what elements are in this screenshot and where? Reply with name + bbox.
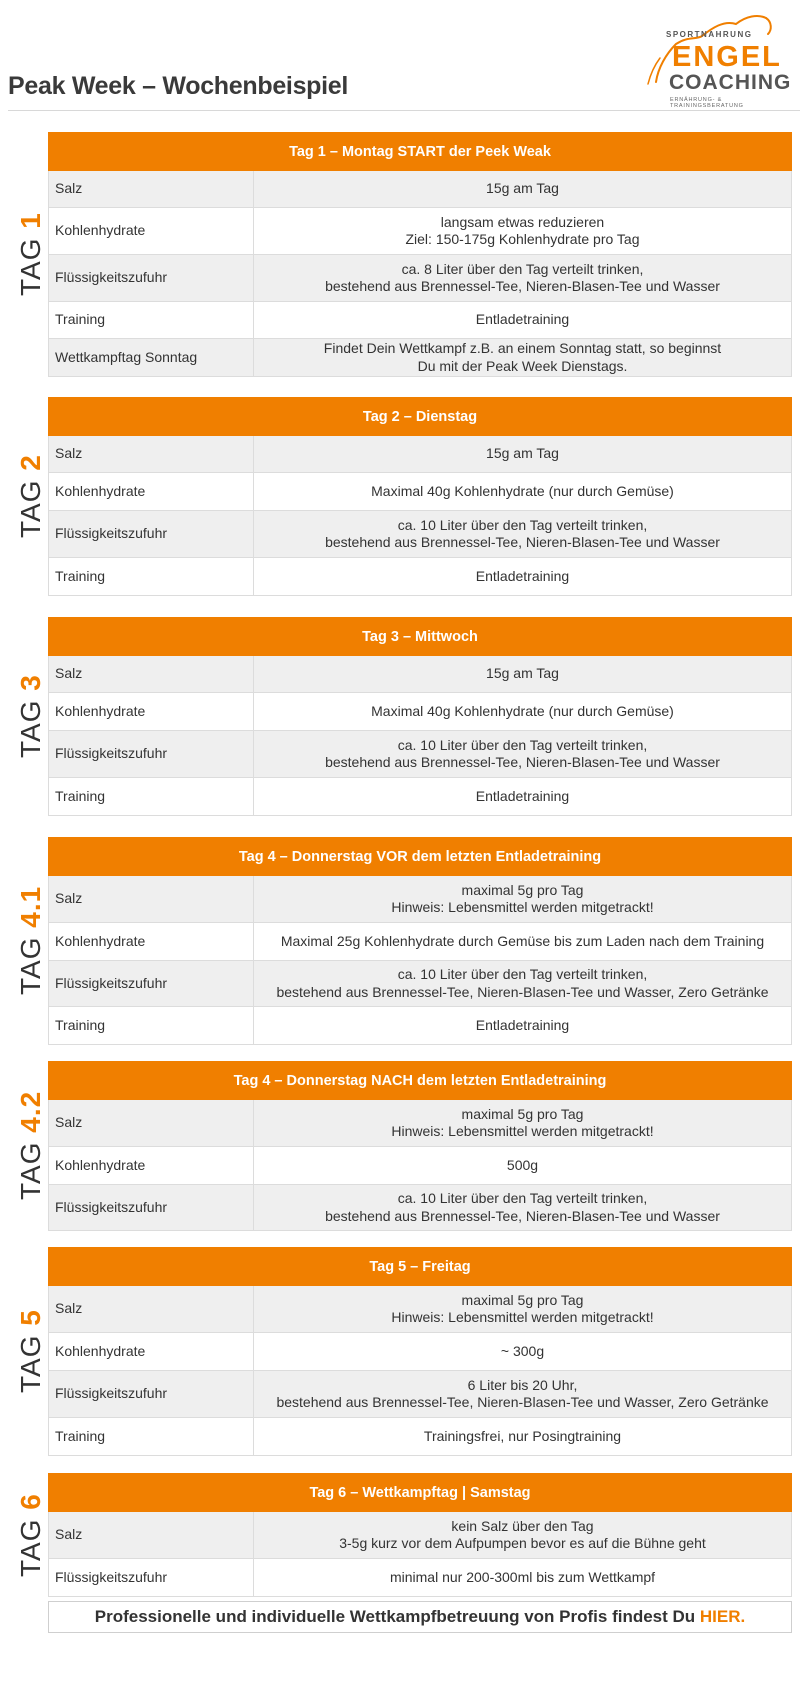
day-section bbox=[0, 1247, 800, 1455]
row-label: Flüssigkeitszufuhr bbox=[49, 511, 254, 558]
row-value-line: Ziel: 150-175g Kohlenhydrate pro Tag bbox=[405, 231, 640, 247]
row-label: Kohlenhydrate bbox=[49, 208, 254, 255]
row-label: Kohlenhydrate bbox=[49, 1147, 254, 1185]
row-value-line: bestehend aus Brennessel-Tee, Nieren-Blasen-Tee und Wasser bbox=[325, 534, 720, 550]
day-section bbox=[0, 1473, 800, 1596]
day-title: Tag 5 – Freitag bbox=[49, 1248, 792, 1286]
table-row bbox=[49, 208, 792, 255]
row-label: Training bbox=[49, 1007, 254, 1045]
row-value-line: 3-5g kurz vor dem Aufpumpen bevor es auf die Bühne geht bbox=[339, 1535, 706, 1551]
row-value bbox=[254, 778, 792, 816]
row-value bbox=[254, 731, 792, 778]
row-value-line: ca. 10 Liter über den Tag verteilt trinken, bbox=[397, 516, 648, 533]
row-value bbox=[254, 1371, 792, 1418]
row-value bbox=[254, 1512, 792, 1559]
day-side-label-text bbox=[16, 674, 46, 758]
day-side-label-text bbox=[16, 1493, 46, 1577]
day-title: Tag 2 – Dienstag bbox=[49, 398, 792, 436]
row-value-line: langsam etwas reduzieren bbox=[440, 213, 605, 230]
row-value-line: Entladetraining bbox=[475, 567, 570, 584]
day-side-prefix: TAG bbox=[15, 479, 46, 538]
row-value-line: 15g am Tag bbox=[486, 445, 559, 462]
logo-top-text: SPORTNAHRUNG bbox=[666, 30, 753, 39]
row-value-line: maximal 5g pro Tag bbox=[461, 1291, 584, 1308]
day-side-label bbox=[0, 1061, 48, 1230]
day-side-label-text bbox=[16, 886, 46, 995]
row-value bbox=[254, 1007, 792, 1045]
day-side-number: 6 bbox=[15, 1492, 46, 1510]
day-title: Tag 1 – Montag START der Peek Weak bbox=[49, 133, 792, 171]
row-value-line: Du mit der Peak Week Dienstags. bbox=[417, 357, 628, 374]
row-label: Kohlenhydrate bbox=[49, 1333, 254, 1371]
row-value bbox=[254, 961, 792, 1007]
row-label: Flüssigkeitszufuhr bbox=[49, 255, 254, 302]
day-side-number: 1 bbox=[15, 212, 46, 229]
table-row bbox=[49, 171, 792, 208]
day-side-prefix: TAG bbox=[15, 237, 46, 296]
table-row bbox=[49, 302, 792, 339]
table-row bbox=[49, 1185, 792, 1231]
table-row bbox=[49, 1333, 792, 1371]
day-side-label bbox=[0, 1247, 48, 1455]
logo-word-engel: ENGEL bbox=[672, 41, 782, 73]
row-label: Kohlenhydrate bbox=[49, 693, 254, 731]
row-value-line: kein Salz über den Tag bbox=[451, 1517, 594, 1534]
row-value-line: ~ 300g bbox=[500, 1342, 545, 1359]
row-value-line: minimal nur 200-300ml bis zum Wettkampf bbox=[389, 1568, 656, 1585]
day-section bbox=[0, 397, 800, 595]
row-value-line: 6 Liter bis 20 Uhr, bbox=[467, 1376, 578, 1393]
day-side-prefix: TAG bbox=[15, 936, 46, 995]
row-value-line: Findet Dein Wettkampf z.B. an einem Sonntag statt, so beginnst bbox=[323, 340, 722, 356]
row-label: Salz bbox=[49, 876, 254, 923]
page-title: Peak Week – Wochenbeispiel bbox=[8, 72, 349, 100]
row-label: Training bbox=[49, 1418, 254, 1456]
table-row bbox=[49, 1418, 792, 1456]
row-value-line: Trainingsfrei, nur Posingtraining bbox=[423, 1427, 622, 1444]
table-row bbox=[49, 656, 792, 693]
day-title: Tag 3 – Mittwoch bbox=[49, 618, 792, 656]
footer-link[interactable]: HIER. bbox=[699, 1607, 746, 1626]
row-value bbox=[254, 1559, 792, 1597]
row-value bbox=[254, 171, 792, 208]
day-side-prefix: TAG bbox=[15, 1141, 46, 1200]
engel-coaching-logo[interactable] bbox=[636, 6, 796, 108]
row-value bbox=[254, 1100, 792, 1147]
row-value-line: maximal 5g pro Tag bbox=[461, 1105, 584, 1122]
row-value-line: bestehend aus Brennessel-Tee, Nieren-Blasen-Tee und Wasser, Zero Getränke bbox=[276, 983, 769, 1000]
header-divider bbox=[8, 110, 800, 111]
table-row bbox=[49, 255, 792, 302]
row-value-line: Entladetraining bbox=[475, 311, 570, 328]
row-value bbox=[254, 1333, 792, 1371]
row-value bbox=[254, 208, 792, 255]
row-value bbox=[254, 1185, 792, 1231]
row-label: Salz bbox=[49, 1100, 254, 1147]
day-table bbox=[48, 1061, 792, 1231]
table-row bbox=[49, 693, 792, 731]
day-side-number: 4.1 bbox=[15, 885, 46, 928]
day-side-number: 2 bbox=[15, 454, 46, 471]
row-label: Flüssigkeitszufuhr bbox=[49, 1371, 254, 1418]
table-row bbox=[49, 1559, 792, 1597]
row-value bbox=[254, 558, 792, 596]
row-value-line: Maximal 40g Kohlenhydrate (nur durch Gemüse) bbox=[371, 482, 674, 499]
row-value-line: bestehend aus Brennessel-Tee, Nieren-Blasen-Tee und Wasser bbox=[325, 754, 720, 770]
row-label: Kohlenhydrate bbox=[49, 473, 254, 511]
row-label: Training bbox=[49, 778, 254, 816]
day-side-label bbox=[0, 132, 48, 376]
table-row bbox=[49, 778, 792, 816]
row-value bbox=[254, 473, 792, 511]
day-side-label bbox=[0, 837, 48, 1044]
day-table bbox=[48, 837, 792, 1045]
row-value-line: Entladetraining bbox=[475, 1016, 570, 1033]
day-table bbox=[48, 617, 792, 816]
row-label: Salz bbox=[49, 656, 254, 693]
table-row bbox=[49, 923, 792, 961]
day-side-number: 4.2 bbox=[15, 1090, 46, 1133]
row-label: Wettkampftag Sonntag bbox=[49, 339, 254, 377]
day-side-label-text bbox=[16, 212, 46, 296]
row-label: Salz bbox=[49, 1286, 254, 1333]
row-value bbox=[254, 1286, 792, 1333]
day-side-label bbox=[0, 617, 48, 815]
row-value-line: Hinweis: Lebensmittel werden mitgetrackt! bbox=[391, 1309, 654, 1325]
table-row bbox=[49, 1286, 792, 1333]
row-value bbox=[254, 656, 792, 693]
day-section bbox=[0, 1061, 800, 1230]
day-side-number: 3 bbox=[15, 674, 46, 691]
logo-subline: ERNÄHRUNG- & TRAININGSBERATUNG bbox=[670, 97, 744, 109]
day-side-number: 5 bbox=[15, 1309, 46, 1326]
row-value-line: 15g am Tag bbox=[486, 665, 559, 682]
row-value-line: 15g am Tag bbox=[486, 180, 559, 197]
row-value-line: ca. 10 Liter über den Tag verteilt trinken, bbox=[397, 966, 648, 982]
row-value-line: Hinweis: Lebensmittel werden mitgetrackt! bbox=[391, 899, 654, 915]
row-value-line: ca. 10 Liter über den Tag verteilt trinken, bbox=[397, 736, 648, 753]
day-title: Tag 6 – Wettkampftag | Samstag bbox=[49, 1474, 792, 1512]
day-table bbox=[48, 1473, 792, 1597]
table-row bbox=[49, 961, 792, 1007]
day-table bbox=[48, 132, 792, 377]
logo-word-coaching: COACHING bbox=[669, 71, 792, 94]
day-side-label-text bbox=[16, 1309, 46, 1393]
row-value bbox=[254, 302, 792, 339]
table-row bbox=[49, 731, 792, 778]
day-side-prefix: TAG bbox=[15, 699, 46, 758]
table-row bbox=[49, 436, 792, 473]
table-row bbox=[49, 339, 792, 377]
row-value bbox=[254, 1418, 792, 1456]
row-label: Training bbox=[49, 302, 254, 339]
row-value bbox=[254, 876, 792, 923]
row-label: Salz bbox=[49, 1512, 254, 1559]
row-value bbox=[254, 511, 792, 558]
row-value-line: Maximal 40g Kohlenhydrate (nur durch Gemüse) bbox=[371, 702, 674, 719]
table-row bbox=[49, 1007, 792, 1045]
day-section bbox=[0, 132, 800, 376]
table-row bbox=[49, 1100, 792, 1147]
row-value-line: ca. 8 Liter über den Tag verteilt trinken, bbox=[401, 260, 644, 277]
day-title: Tag 4 – Donnerstag NACH dem letzten Entladetraining bbox=[49, 1062, 792, 1100]
day-table bbox=[48, 1247, 792, 1456]
day-section bbox=[0, 617, 800, 815]
day-side-label-text bbox=[16, 454, 46, 538]
row-label: Kohlenhydrate bbox=[49, 923, 254, 961]
row-label: Flüssigkeitszufuhr bbox=[49, 1185, 254, 1231]
table-row bbox=[49, 511, 792, 558]
row-value-line: bestehend aus Brennessel-Tee, Nieren-Blasen-Tee und Wasser, Zero Getränke bbox=[276, 1394, 769, 1410]
footer-cta bbox=[48, 1601, 792, 1633]
day-title: Tag 4 – Donnerstag VOR dem letzten Entladetraining bbox=[49, 838, 792, 876]
row-value bbox=[254, 693, 792, 731]
row-value bbox=[254, 1147, 792, 1185]
day-side-label bbox=[0, 397, 48, 595]
row-label: Flüssigkeitszufuhr bbox=[49, 961, 254, 1007]
row-value bbox=[254, 923, 792, 961]
table-row bbox=[49, 1147, 792, 1185]
row-label: Salz bbox=[49, 436, 254, 473]
row-value-line: Maximal 25g Kohlenhydrate durch Gemüse bis zum Laden nach dem Training bbox=[280, 932, 765, 949]
row-value-line: bestehend aus Brennessel-Tee, Nieren-Blasen-Tee und Wasser bbox=[325, 1207, 720, 1224]
row-value-line: ca. 10 Liter über den Tag verteilt trinken, bbox=[397, 1190, 648, 1206]
row-label: Training bbox=[49, 558, 254, 596]
day-table bbox=[48, 397, 792, 596]
row-value-line: Hinweis: Lebensmittel werden mitgetrackt! bbox=[391, 1123, 654, 1139]
day-side-prefix: TAG bbox=[15, 1518, 46, 1577]
row-label: Flüssigkeitszufuhr bbox=[49, 731, 254, 778]
row-value-line: 500g bbox=[506, 1156, 539, 1173]
row-value bbox=[254, 255, 792, 302]
table-row bbox=[49, 1512, 792, 1559]
row-value bbox=[254, 339, 792, 377]
table-row bbox=[49, 473, 792, 511]
row-value-line: Entladetraining bbox=[475, 787, 570, 804]
day-side-prefix: TAG bbox=[15, 1334, 46, 1393]
day-side-label bbox=[0, 1473, 48, 1596]
footer-text: Professionelle und individuelle Wettkampfbetreuung von Profis findest Du bbox=[94, 1607, 700, 1626]
row-label: Salz bbox=[49, 171, 254, 208]
row-value-line: bestehend aus Brennessel-Tee, Nieren-Blasen-Tee und Wasser bbox=[325, 278, 720, 294]
row-value bbox=[254, 436, 792, 473]
row-value-line: maximal 5g pro Tag bbox=[461, 881, 584, 898]
table-row bbox=[49, 558, 792, 596]
header bbox=[0, 0, 800, 112]
day-section bbox=[0, 837, 800, 1044]
day-side-label-text bbox=[16, 1091, 46, 1200]
table-row bbox=[49, 1371, 792, 1418]
table-row bbox=[49, 876, 792, 923]
row-label: Flüssigkeitszufuhr bbox=[49, 1559, 254, 1597]
